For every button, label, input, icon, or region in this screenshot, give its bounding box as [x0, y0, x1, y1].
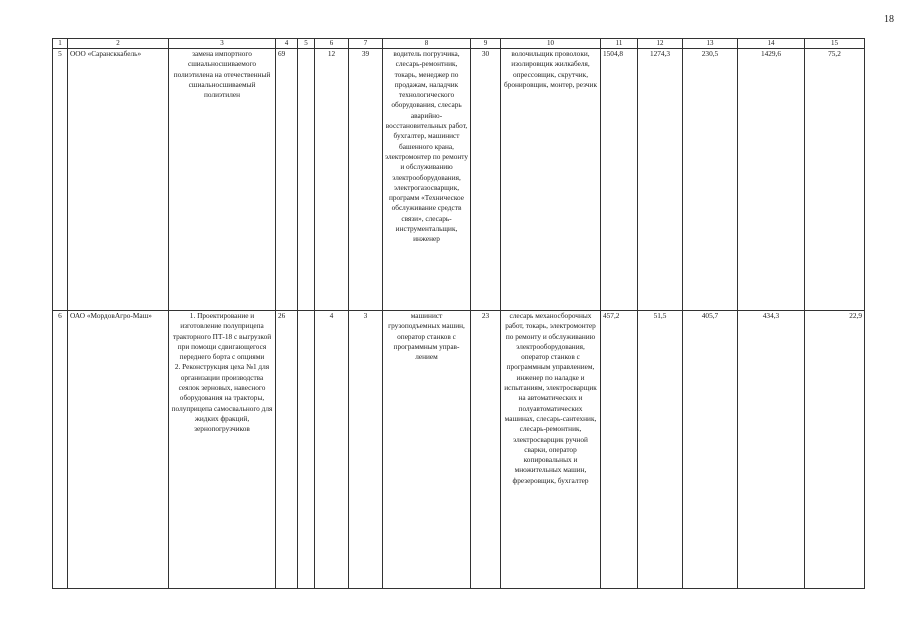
column-header: 15 [805, 39, 865, 49]
cell-col13: 405,7 [683, 311, 738, 589]
project-description: замена импортного сшиальносшиваемого полиэтилена на отечественный сшиальносшиваемый полиэтилен [169, 49, 276, 311]
column-header: 12 [638, 39, 683, 49]
column-header: 8 [383, 39, 471, 49]
column-header: 13 [683, 39, 738, 49]
table-row [53, 311, 865, 589]
row-number: 5 [53, 49, 68, 311]
row-number: 6 [53, 311, 68, 589]
cell-col15: 22,9 [805, 311, 865, 589]
cell-col11: 457,2 [601, 311, 638, 589]
column-header: 4 [276, 39, 298, 49]
page-number: 18 [884, 14, 894, 25]
professions-list: слесарь механосборочных работ, токарь, электромонтер по ремонту и обслуживанию электрооборудования, оператор станков с программным управлением, инженер по наладке и испытаниям, электросварщик на автоматических и полуавтоматических машинах, слесарь-сантехник, слесарь-ремонтник, электросварщик ручной сварки, оператор копировальных и множительных машин, фрезеровщик, бухгалтер [501, 311, 601, 589]
column-header: 6 [315, 39, 349, 49]
organization-name: ООО «Сарансккабель» [68, 49, 169, 311]
cell-col12: 1274,3 [638, 49, 683, 311]
cell-col14: 1429,6 [738, 49, 805, 311]
column-header: 3 [169, 39, 276, 49]
data-table [52, 38, 865, 589]
column-header: 7 [349, 39, 383, 49]
column-header: 10 [501, 39, 601, 49]
column-header: 14 [738, 39, 805, 49]
cell-col6: 12 [315, 49, 349, 311]
cell-col13: 230,5 [683, 49, 738, 311]
cell-col5 [298, 49, 315, 311]
column-number-row [53, 39, 865, 49]
cell-col12: 51,5 [638, 311, 683, 589]
cell-col9: 30 [471, 49, 501, 311]
column-header: 2 [68, 39, 169, 49]
professions-list: машинист грузоподъемных машин, оператор станков с программным управ-лением [383, 311, 471, 589]
column-header: 11 [601, 39, 638, 49]
organization-name: ОАО «МордовАгро-Маш» [68, 311, 169, 589]
cell-col7: 3 [349, 311, 383, 589]
column-header: 5 [298, 39, 315, 49]
cell-col9: 23 [471, 311, 501, 589]
column-header: 1 [53, 39, 68, 49]
cell-col7: 39 [349, 49, 383, 311]
professions-list: волочильщик проволоки, изолировщик жилкабеля, опрессовщик, скрутчик, бронировщик, монтер, резчик [501, 49, 601, 311]
cell-col4: 69 [276, 49, 298, 311]
cell-col11: 1504,8 [601, 49, 638, 311]
cell-col15: 75,2 [805, 49, 865, 311]
column-header: 9 [471, 39, 501, 49]
table-row [53, 49, 865, 311]
project-description: 1. Проектирование и изготовление полуприцепа тракторного ПТ-18 с выгрузкой при помощи сдвигающегося переднего борта с опциями 2. Реконструкция цеха №1 для организации производства сеялок зерновых, навесного оборудования на тракторы, полуприцепа самосвального для жидких фракций, зернопогрузчиков [169, 311, 276, 589]
cell-col5 [298, 311, 315, 589]
cell-col6: 4 [315, 311, 349, 589]
cell-col4: 26 [276, 311, 298, 589]
cell-col14: 434,3 [738, 311, 805, 589]
professions-list: водитель погрузчика, слесарь-ремонтник, токарь, менеджер по продажам, наладчик технологического оборудования, слесарь аварийно-восстановительных работ, бухгалтер, машинист башенного крана, электромонтер по ремонту и обслуживанию электрооборудования, электрогазосварщик, программ «Техническое обслуживание средств связи», слесарь-инструментальщик, инженер [383, 49, 471, 311]
